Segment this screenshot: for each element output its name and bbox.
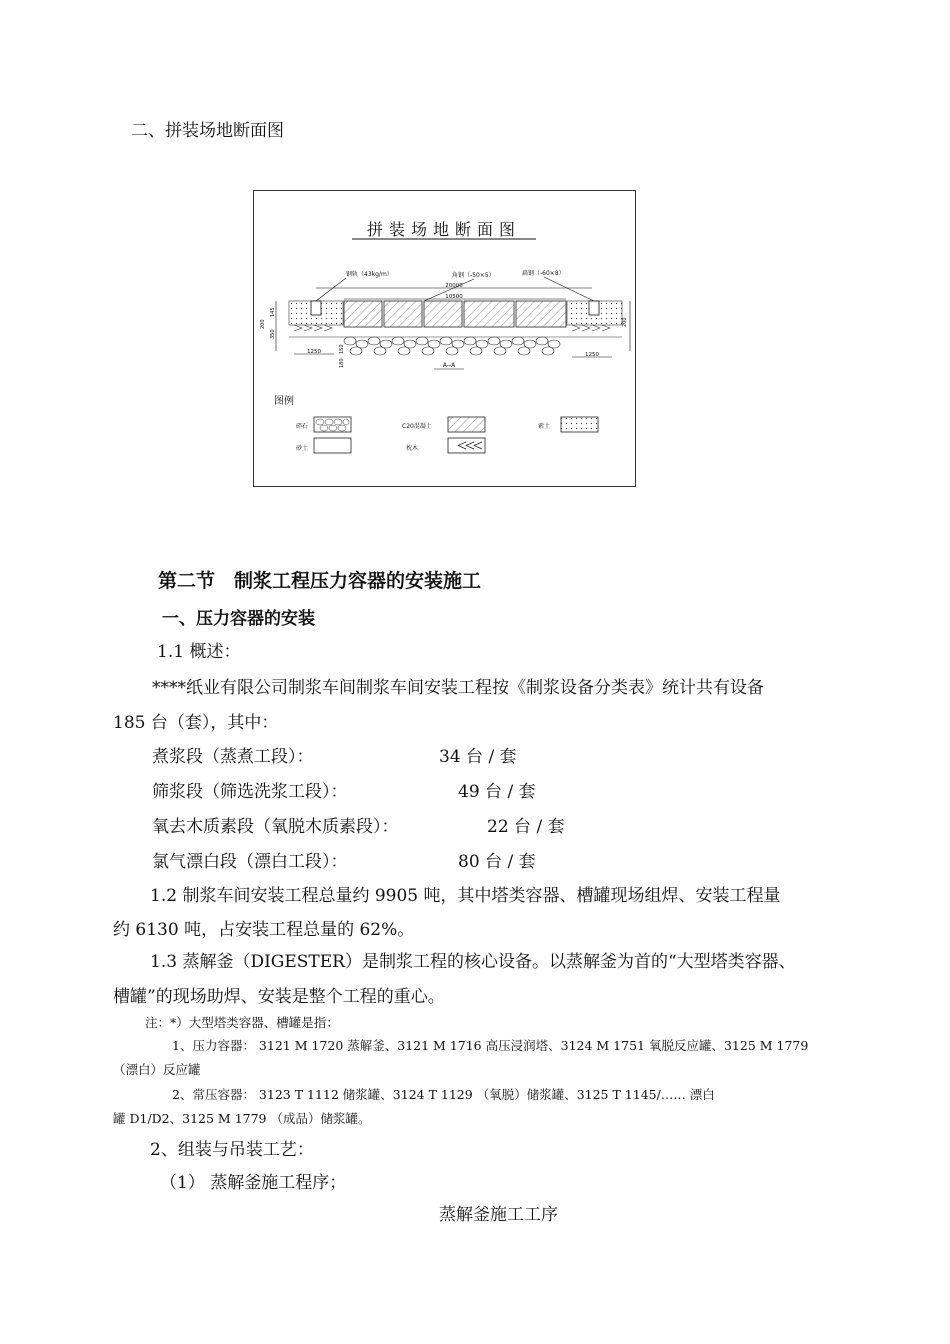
legend-label-soil: 素土 (538, 423, 551, 430)
legend-swatch-soil (561, 417, 598, 432)
list-item-name: 氯气漂白段（漂白工段）： (152, 852, 348, 872)
dim-180: 180 (339, 358, 345, 368)
list-item-value: 34 台 / 套 (439, 747, 517, 767)
list-item-value: 80 台 / 套 (458, 852, 536, 872)
figure-title: 拼装场地断面图 (366, 220, 522, 239)
list-item-value: 22 台 / 套 (487, 817, 565, 837)
dim-200-right: 200 (622, 317, 628, 327)
caption-bottom: 蒸解釜施工工序 (439, 1205, 558, 1225)
legend-label-sleeper: 枕木 (406, 445, 419, 452)
flat-steel-label: 扁钢（-60×8） (522, 270, 565, 277)
sub-title: 一、压力容器的安装 (162, 609, 315, 629)
para-1-2-line-2: 约 6130 吨，占安装工程总量的 62%。 (113, 920, 415, 940)
cross-section-drawing (254, 191, 635, 486)
legend-label-gravel: 碎石 (296, 423, 309, 430)
dim-200-left: 200 (260, 319, 266, 329)
list-item-name: 氧去木质素段（氧脱木质素段）： (152, 817, 399, 837)
para-1-line-2: 185 台（套），其中： (113, 713, 279, 733)
section-mark: A--A (442, 362, 456, 369)
para-1-2-line-1: 1.2 制浆车间安装工程总量约 9905 吨，其中塔类容器、槽罐现场组焊、安装工程量 (150, 886, 781, 906)
note-2-line-1: 2、常压容器： 3123 T 1112 储浆罐、3124 T 1129 （氧脱）储浆罐、3125 T 1145/…… 漂白 (172, 1087, 715, 1102)
legend-swatch-concrete (448, 417, 485, 432)
item-2: 2、组装与吊装工艺： (150, 1140, 314, 1160)
cross-section-figure (253, 190, 636, 487)
item-2-1: （1） 蒸解釜施工程序； (160, 1173, 347, 1193)
dim-150: 150 (339, 344, 345, 354)
note-1-line-2: （漂白）反应罐 (113, 1062, 201, 1077)
dim-1250-left: 1250 (307, 349, 321, 355)
note-title: 注：*）大型塔类容器、槽罐是指： (145, 1015, 339, 1030)
rail-label: 钢轨（43kg/m） (346, 271, 393, 278)
angle-steel-label: 角钢（-50×5） (452, 272, 495, 279)
dim-350: 350 (270, 329, 276, 339)
legend-label-concrete: C20混凝土 (402, 423, 432, 430)
legend-swatch-sand (314, 438, 351, 453)
note-1-line-1: 1、压力容器： 3121 M 1720 蒸解釜、3121 M 1716 高压浸润塔、3124 M 1751 氧脱反应罐、3125 M 1779 (172, 1038, 809, 1053)
para-1-3-line-2: 槽罐”的现场助焊、安装是整个工程的重心。 (113, 987, 445, 1007)
item-1-1: 1.1 概述： (157, 642, 241, 662)
dim-20000: 20000 (445, 283, 463, 289)
list-item-name: 煮浆段（蒸煮工段）： (152, 747, 314, 767)
section-heading: 二、拼装场地断面图 (131, 121, 284, 141)
list-item-value: 49 台 / 套 (458, 782, 536, 802)
list-item-name: 筛浆段（筛选洗浆工段）： (152, 782, 348, 802)
dim-10500: 10500 (445, 294, 463, 300)
dim-145: 145 (270, 307, 276, 317)
legend-title: 图例 (274, 396, 294, 407)
dim-1250-right: 1250 (585, 352, 599, 358)
chapter-title: 第二节 制浆工程压力容器的安装施工 (158, 570, 482, 592)
legend-label-sand: 砂土 (296, 445, 309, 452)
para-1-3-line-1: 1.3 蒸解釜（DIGESTER）是制浆工程的核心设备。以蒸解釜为首的“大型塔类容器、 (150, 952, 796, 972)
para-1-line-1: ****纸业有限公司制浆车间制浆车间安装工程按《制浆设备分类表》统计共有设备 (152, 678, 764, 698)
note-2-line-2: 罐 D1/D2、3125 M 1779 （成品）储浆罐。 (113, 1111, 371, 1126)
